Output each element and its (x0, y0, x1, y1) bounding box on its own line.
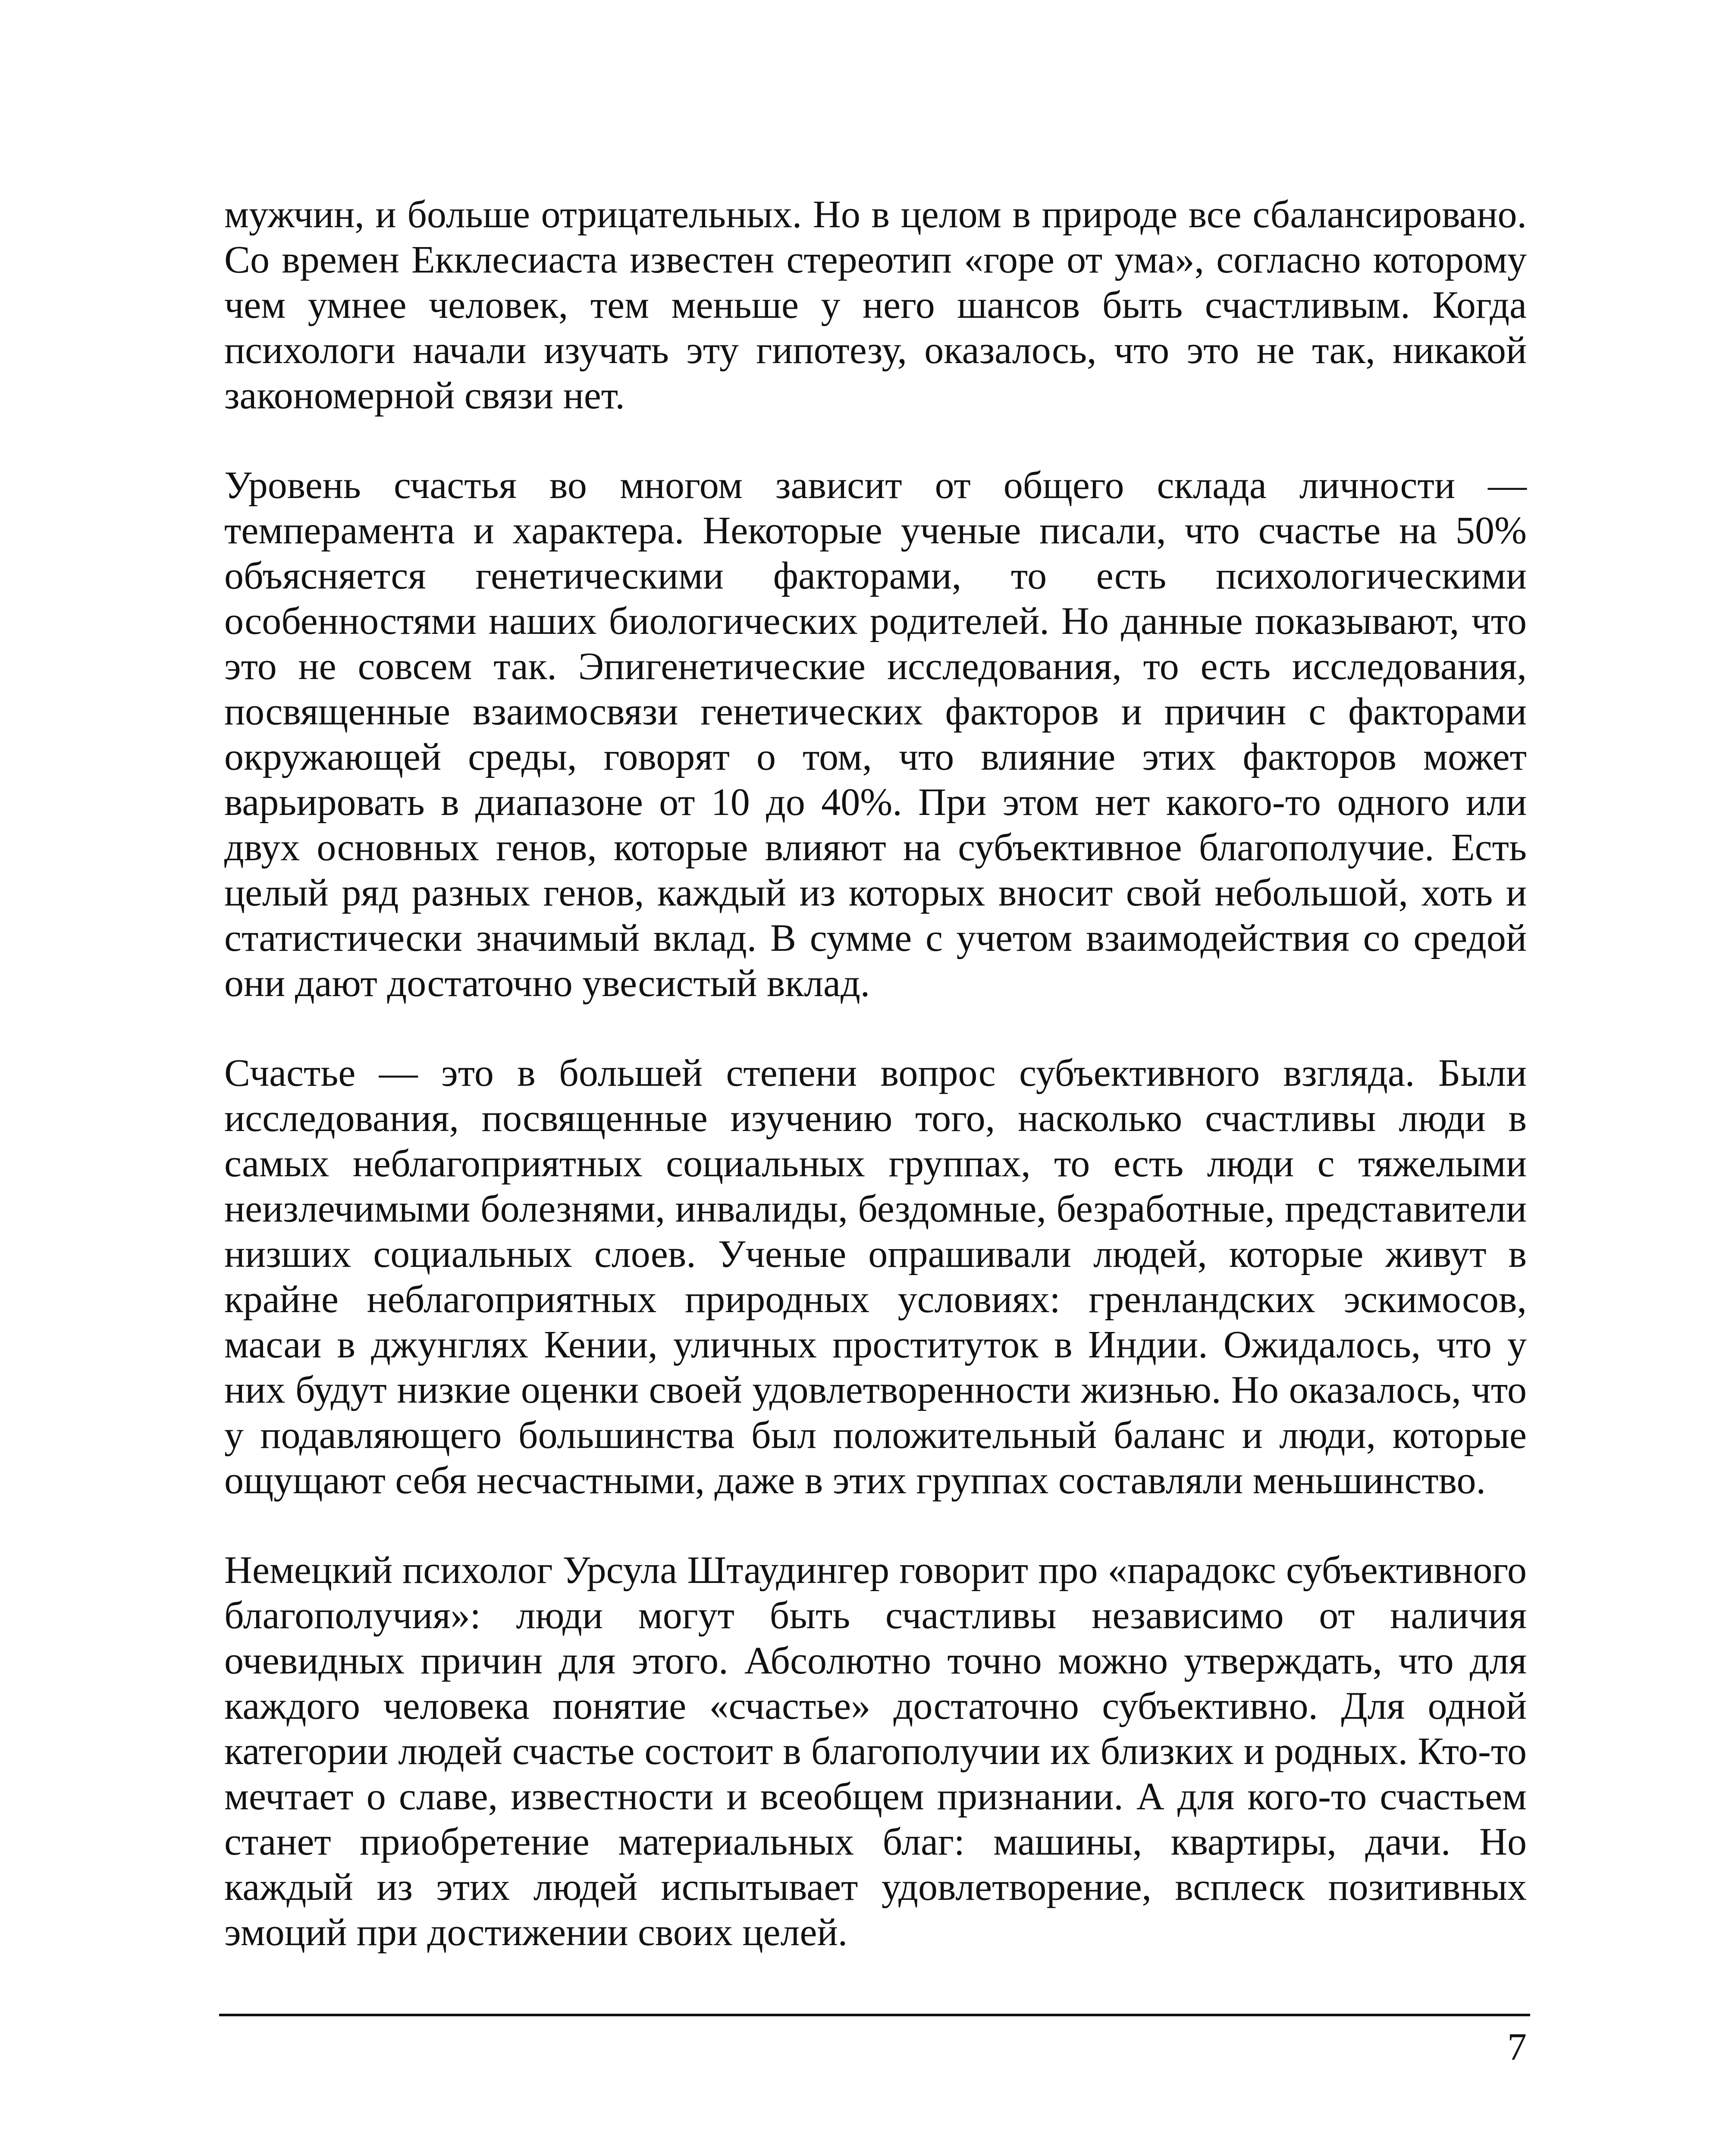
body-text (224, 192, 1527, 1955)
paragraph: Уровень счастья во многом зависит от общего склада личности — темперамента и характера. Некоторые ученые писали, что счастье на 50% объясняется генетическими факторами, то есть психологическими особенностями наших биологических родителей. Но данные показывают, что это не совсем так. Эпигенетические исследования, то есть исследования, посвященные взаимосвязи генетических факторов и причин с факторами окружающей среды, говорят о том, что влияние этих факторов может варьировать в диапазоне от 10 до 40%. При этом нет какого-то одного или двух основных генов, которые влияют на субъективное благополучие. Есть целый ряд разных генов, каждый из которых вносит свой небольшой, хоть и статистически значимый вклад. В сумме с учетом взаимодействия со средой они дают достаточно увесистый вклад. (224, 464, 1527, 1005)
footer-divider (219, 2014, 1530, 2016)
paragraph: мужчин, и больше отрицательных. Но в целом в природе все сбалансировано. Со времен Екклесиаста известен стереотип «горе от ума», согласно которому чем умнее человек, тем меньше у него шансов быть счастливым. Когда психологи начали изучать эту гипотезу, оказалось, что это не так, никакой закономерной связи нет. (224, 193, 1527, 417)
paragraph: Счастье — это в большей степени вопрос субъективного взгляда. Были исследования, посвященные изучению того, насколько счастливы люди в самых неблагоприятных социальных группах, то есть люди с тяжелыми неизлечимыми болезнями, инвалиды, бездомные, безработные, представители низших социальных слоев. Ученые опрашивали людей, которые живут в крайне неблагоприятных природных условиях: гренландских эскимосов, масаи в джунглях Кении, уличных проституток в Индии. Ожидалось, что у них будут низкие оценки своей удовлетворенности жизнью. Но оказалось, что у подавляющего большинства был положительный баланс и люди, которые ощущают себя несчастными, даже в этих группах составляли меньшинство. (224, 1052, 1527, 1502)
paragraph: Немецкий психолог Урсула Штаудингер говорит про «парадокс субъективного благополучия»: люди могут быть счастливы независимо от наличия очевидных причин для этого. Абсолютно точно можно утверждать, что для каждого человека понятие «счастье» достаточно субъективно. Для одной категории людей счастье состоит в благополучии их близких и родных. Кто-то мечтает о славе, известности и всеобщем признании. А для кого-то счастьем станет приобретение материальных благ: машины, квартиры, дачи. Но каждый из этих людей испытывает удовлетворение, всплеск позитивных эмоций при достижении своих целей. (224, 1549, 1527, 1954)
page-number: 7 (1507, 2026, 1527, 2068)
